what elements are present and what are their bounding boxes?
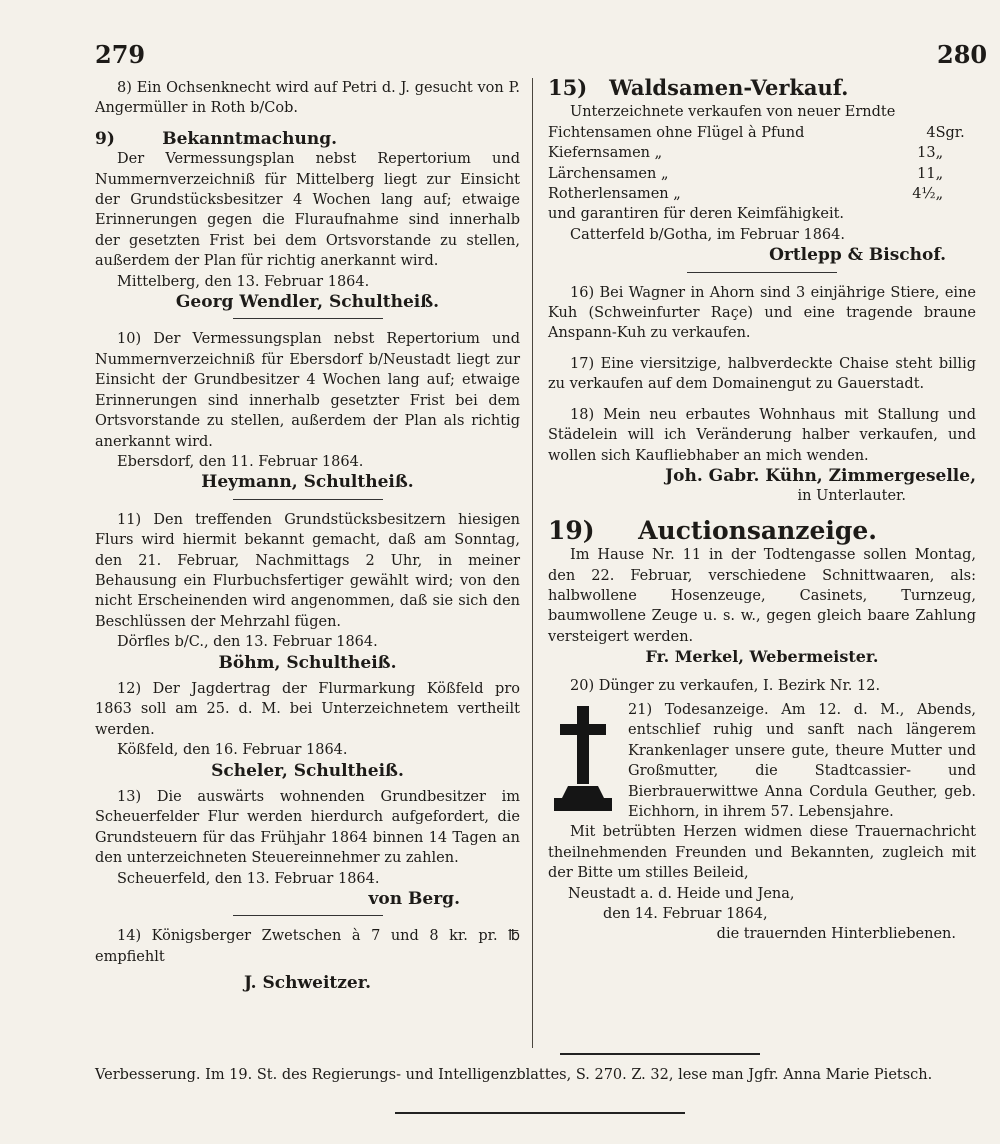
price-value: 4½ <box>912 186 936 203</box>
ad-21-body: 21) Todesanzeige. Am 12. d. M., Abends, entschlief ruhig und sanft nach längerem Krankenlager unsere gute, theure Mutter und Großmutter, die Stadtcassier- und Bierbrauerwittwe Anna Cordula Geuther, geb. Eichhorn, in ihrem 57. Lebensjahre. <box>628 701 976 820</box>
ad-10-signature: Heymann, Schultheiß. <box>201 472 414 493</box>
ad-10-body: 10) Der Vermessungsplan nebst Repertorium und Nummernverzeichniß für Ebersdorf b/Neustadt liegt zur Einsicht der Grundbesitzer 4 Wochen lang auf; etwaige Erinnerungen sind innerhalb gesetzter Frist bei dem Ortsvorstande zu stellen, außerdem der Plan als richtig anerkannt wird. <box>95 331 520 450</box>
price-item: Kiefernsamen „ <box>548 145 663 162</box>
price-row <box>548 164 976 184</box>
ad-13-signature: von Berg. <box>368 889 460 910</box>
column-divider <box>532 78 533 1048</box>
ad-9-heading: 9) Bekanntmachung. <box>95 128 338 149</box>
page-number-left: 279 <box>95 40 146 69</box>
ad-13-date: Scheuerfeld, den 13. Februar 1864. <box>117 870 380 887</box>
price-unit: „ <box>935 165 944 182</box>
divider <box>687 272 837 273</box>
ad-21-body2: Mit betrübten Herzen widmen diese Trauernachricht theilnehmenden Freunden und Bekannten, zugleich mit der Bitte um stilles Beileid, <box>548 824 976 882</box>
price-value: 11 <box>917 165 936 182</box>
ad-15-place: Catterfeld b/Gotha, im Februar 1864. <box>570 226 845 243</box>
price-unit: Sgr. <box>935 124 965 141</box>
ad-11-signature: Böhm, Schultheiß. <box>218 652 397 673</box>
ad-8: 8) Ein Ochsenknecht wird auf Petri d. J. gesucht von P. Angermüller in Roth b/Cob. <box>95 80 520 117</box>
ad-11 <box>95 510 520 673</box>
divider <box>560 1053 760 1055</box>
ad-21-place: Neustadt a. d. Heide und Jena, <box>568 885 795 902</box>
left-column <box>95 78 520 994</box>
ad-21 <box>548 700 976 945</box>
ad-12-date: Kößfeld, den 16. Februar 1864. <box>117 742 348 759</box>
ad-10 <box>95 329 520 492</box>
price-row <box>548 123 976 143</box>
ad-19-signature: Fr. Merkel, Webermeister. <box>645 647 879 667</box>
ad-19-heading: 19) Auctionsanzeige. <box>548 515 877 545</box>
divider <box>233 915 383 916</box>
ad-17: 17) Eine viersitzige, halbverdeckte Chaise steht billig zu verkaufen auf dem Domainengut zu Gauerstadt. <box>548 355 976 393</box>
ad-15-signature: Ortlepp & Bischof. <box>769 245 946 266</box>
ad-18-body: 18) Mein neu erbautes Wohnhaus mit Stallung und Städelein will ich Veränderung halber verkaufen, und wollen sich Kaufliebhaber an mich wenden. <box>548 406 976 464</box>
divider <box>233 499 383 500</box>
ad-9-signature: Georg Wendler, Schultheiß. <box>175 292 440 313</box>
price-item: Fichtensamen ohne Flügel à Pfund <box>548 124 805 141</box>
right-column <box>548 75 976 945</box>
ad-15 <box>548 75 976 266</box>
ad-14-body: 14) Königsberger Zwetschen à 7 und 8 kr. pr. ℔ empfiehlt <box>95 928 520 965</box>
ad-15-heading: 15) Waldsamen-Verkauf. <box>548 75 849 100</box>
ad-13 <box>95 787 520 909</box>
price-value: 13 <box>917 145 936 162</box>
price-value: 4 <box>926 124 936 141</box>
page-number-right: 280 <box>937 40 988 69</box>
ad-12 <box>95 679 520 781</box>
price-unit: „ <box>935 186 944 203</box>
ad-14 <box>95 926 520 993</box>
ad-15-intro: Unterzeichnete verkaufen von neuer Erndte <box>570 104 896 121</box>
price-item: Rotherlensamen „ <box>548 186 681 203</box>
price-row <box>548 143 976 163</box>
ad-20: 20) Dünger zu verkaufen, I. Bezirk Nr. 12. <box>570 677 881 694</box>
ad-12-body: 12) Der Jagdertrag der Flurmarkung Kößfeld pro 1863 soll am 25. d. M. bei Unterzeichnetem vertheilt werden. <box>95 680 520 738</box>
ad-19-body: Im Hause Nr. 11 in der Todtengasse sollen Montag, den 22. Februar, verschiedene Schnittwaaren, als: halbwollene Hosenzeuge, Casinets, Turnzeug, baumwollene Zeuge u. s. w., gegen gleich baare Zahlung versteigert werden. <box>548 547 976 645</box>
ad-9 <box>95 129 520 313</box>
ad-21-signature: die trauernden Hinterbliebenen. <box>716 926 956 943</box>
ad-9-body: Der Vermessungsplan nebst Repertorium und Nummernverzeichniß für Mittelberg liegt zur Einsicht der Grundstücksbesitzer 4 Wochen lang auf; etwaige Erinnerungen gegen die Fluraufnahme sind innerhalb der gesetzten Frist bei dem Ortsvorstande zu stellen, außerdem der Plan für richtig anerkannt wird. <box>95 151 520 270</box>
ad-19 <box>548 515 976 668</box>
ad-10-date: Ebersdorf, den 11. Februar 1864. <box>117 453 364 470</box>
ad-11-date: Dörfles b/C., den 13. Februar 1864. <box>117 634 378 651</box>
price-item: Lärchensamen „ <box>548 165 669 182</box>
page-end-rule <box>395 1112 685 1114</box>
ad-12-signature: Scheler, Schultheiß. <box>211 760 404 781</box>
ad-14-signature: J. Schweitzer. <box>243 973 372 994</box>
price-unit: „ <box>935 145 944 162</box>
ad-11-body: 11) Den treffenden Grundstücksbesitzern hiesigen Flurs wird hiermit bekannt gemacht, daß am Sonntag, den 21. Februar, Nachmittags 2 Uhr, in meiner Behausung ein Flurbuchsfertiger gewählt wird; von den nicht Erscheinenden wird angenommen, daß sie sich den Beschlüssen der Mehrzahl fügen. <box>95 511 520 630</box>
ad-15-guarantee: und garantiren für deren Keimfähigkeit. <box>548 206 845 223</box>
price-table <box>548 123 976 205</box>
ad-18-signature: Joh. Gabr. Kühn, Zimmergeselle, <box>665 465 976 486</box>
ad-18 <box>548 405 976 507</box>
correction-notice: Verbesserung. Im 19. St. des Regierungs- und Intelligenzblattes, S. 270. Z. 32, lese man Jgfr. Anna Marie Pietsch. <box>95 1067 933 1083</box>
ad-9-date: Mittelberg, den 13. Februar 1864. <box>117 273 370 290</box>
divider <box>233 318 383 319</box>
memorial-cross-icon <box>548 702 618 817</box>
ad-18-signature-place: in Unterlauter. <box>797 488 906 505</box>
ad-13-body: 13) Die auswärts wohnenden Grundbesitzer im Scheuerfelder Flur werden hierdurch aufgefordert, die Grundsteuern für das Frühjahr 1864 binnen 14 Tagen an den unterzeichneten Steuereinnehmer zu zahlen. <box>95 789 520 867</box>
ad-16: 16) Bei Wagner in Ahorn sind 3 einjährige Stiere, eine Kuh (Schweinfurter Raçe) und eine tragende braune Anspann-Kuh zu verkaufen. <box>548 284 976 342</box>
price-row <box>548 184 976 204</box>
ad-21-date: den 14. Februar 1864, <box>603 906 768 923</box>
